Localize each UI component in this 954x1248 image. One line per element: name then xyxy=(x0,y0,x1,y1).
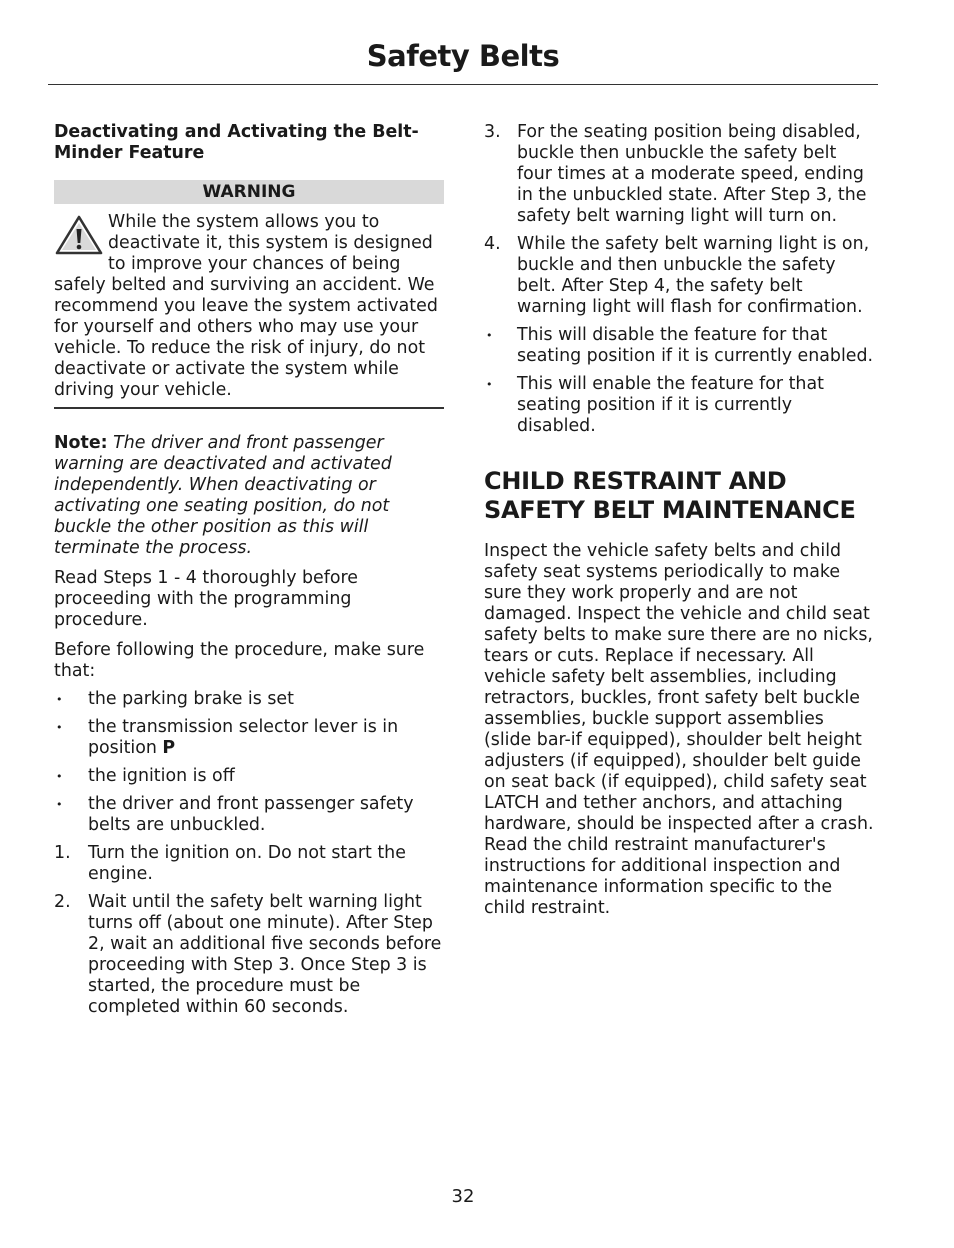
list-item: • the ignition is off xyxy=(54,766,444,787)
section-heading: CHILD RESTRAINT AND SAFETY BELT MAINTENANCE xyxy=(484,467,856,524)
warning-triangle-icon xyxy=(54,214,104,256)
note-paragraph xyxy=(54,433,444,559)
list-item: • the transmission selector lever is in position P xyxy=(54,717,444,759)
title-divider xyxy=(48,84,878,85)
step-text: While the safety belt warning light is on, buckle and then unbuckle the safety belt. After Step 4, the safety belt warning light will flash for confirmation. xyxy=(517,234,870,317)
warning-header: WARNING xyxy=(54,180,444,204)
maintenance-paragraph: Inspect the vehicle safety belts and child safety seat systems periodically to make sure they work properly and are not damaged. Inspect the vehicle and child seat safety belts to make sure there are no nicks, tears or cuts. Replace if necessary. All vehicle safety belt assemblies, including retractors, buckles, front safety belt buckle assemblies, buckle support assemblies (slide bar-if equipped), shoulder belt height adjusters (if equipped), shoulder belt guide on seat back (if equipped), child safety seat LATCH and tether anchors, and attaching hardware, should be inspected after a crash. Read the child restraint manufacturer's instructions for additional inspection and maintenance information specific to the child restraint. xyxy=(484,541,874,918)
step-list-continued xyxy=(484,122,876,318)
step-number: 2. xyxy=(54,892,71,912)
step-text: Turn the ignition on. Do not start the engine. xyxy=(88,843,406,884)
right-column xyxy=(484,122,876,919)
before-following-paragraph: Before following the procedure, make sure that: xyxy=(54,640,425,681)
page-title: Safety Belts xyxy=(366,39,560,73)
page-number: 32 xyxy=(451,1186,475,1207)
list-item: • the parking brake is set xyxy=(54,689,444,710)
list-item: • the driver and front passenger safety belts are unbuckled. xyxy=(54,794,444,836)
step-text: For the seating position being disabled, buckle then unbuckle the safety belt four times at a moderate speed, ending in the unbuckled state. After Step 3, the safety belt warning light will turn on. xyxy=(517,122,867,226)
read-steps-paragraph: Read Steps 1 - 4 thoroughly before proceeding with the programming procedure. xyxy=(54,568,358,630)
list-item: • This will disable the feature for that seating position if it is currently enabled. xyxy=(484,325,876,367)
note-text: The driver and front passenger warning are deactivated and activated independently. When deactivating or activating one seating position, do not buckle the other position as this will terminate the process. xyxy=(54,433,392,558)
step-number: 3. xyxy=(484,122,501,142)
step-list xyxy=(54,843,444,1018)
precondition-list xyxy=(54,689,444,836)
warning-box xyxy=(54,212,444,409)
step-number: 4. xyxy=(484,234,501,254)
step-text: Wait until the safety belt warning light turns off (about one minute). After Step 2, wait an additional five seconds before proceeding with Step 3. Once Step 3 is started, the procedure must be completed within 60 seconds. xyxy=(88,892,442,1017)
note-label: Note: xyxy=(54,433,108,453)
left-column xyxy=(54,122,444,1025)
list-item xyxy=(484,234,876,318)
list-item xyxy=(54,843,444,885)
outcome-list xyxy=(484,325,876,437)
position-letter: P xyxy=(162,738,176,758)
warning-text: While the system allows you to deactivate it, this system is designed to improve your chances of being safely belted and surviving an accident. We recommend you leave the system activated for yourself and others who may use your vehicle. To reduce the risk of injury, do not deactivate or activate the system while driving your vehicle. xyxy=(54,212,438,400)
list-item: • This will enable the feature for that seating position if it is currently disabled. xyxy=(484,374,876,437)
list-item xyxy=(484,122,876,227)
list-item xyxy=(54,892,444,1018)
section-subheading: Deactivating and Activating the Belt-Minder Feature xyxy=(54,122,419,163)
step-number: 1. xyxy=(54,843,71,863)
